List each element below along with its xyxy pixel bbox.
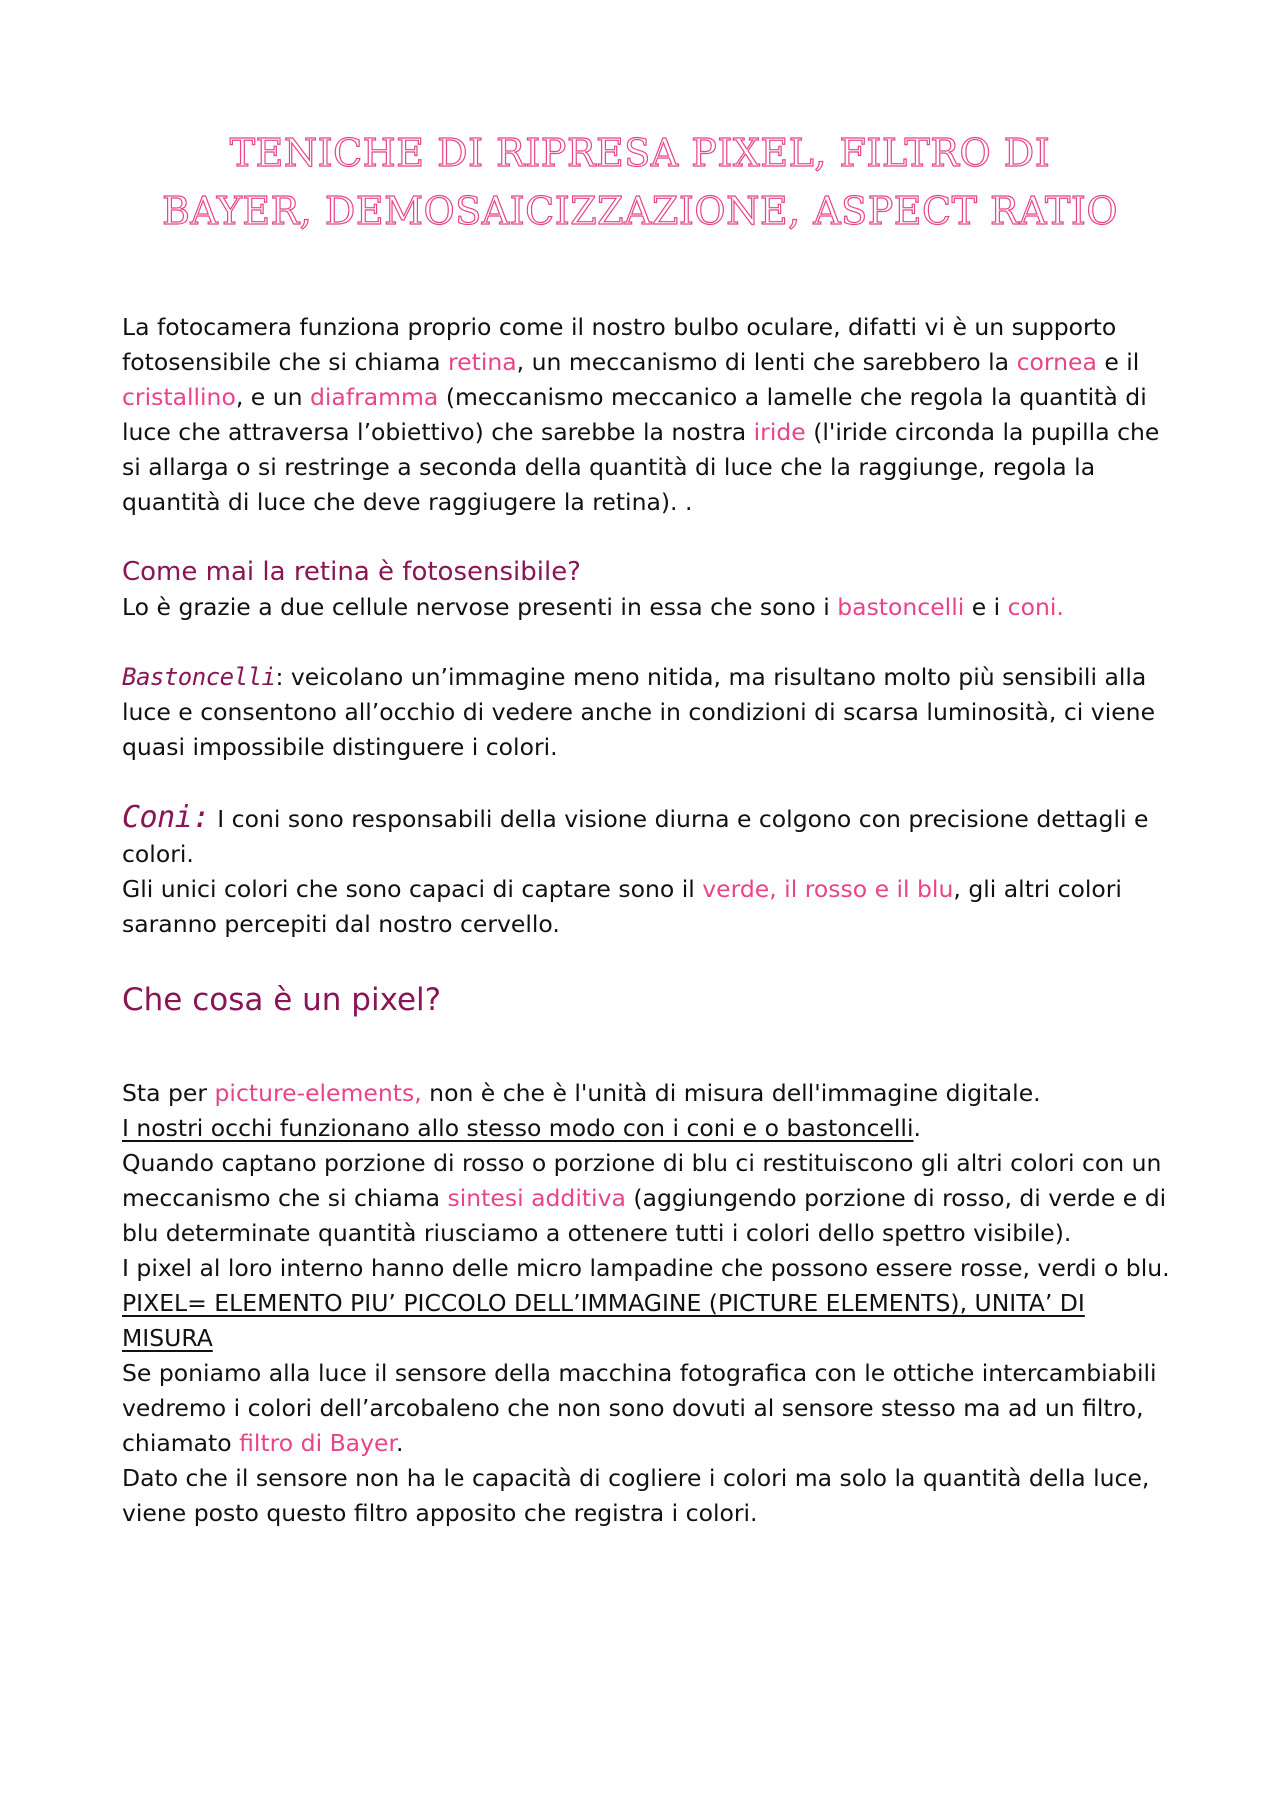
keyword-diaframma: diaframma xyxy=(309,383,439,411)
intro-text-1: La fotocamera funziona proprio come il nostro bulbo oculare, difatti vi è un supporto fotosensibile che si chiama xyxy=(122,313,1117,376)
intro-text-3: e il xyxy=(1096,348,1140,376)
pixel-paragraph-2 xyxy=(122,1111,1172,1146)
pixel-p2-end: . xyxy=(913,1114,921,1142)
pixel-paragraph-6 xyxy=(122,1356,1172,1461)
keyword-cornea: cornea xyxy=(1016,348,1097,376)
bastoncelli-text: : veicolano un’immagine meno nitida, ma risultano molto più sensibili alla luce e consentono all’occhio di vedere anche in condizioni di scarsa luminosità, ci viene quasi impossibile distinguere i colori. xyxy=(122,663,1156,761)
pixel-heading: Che cosa è un pixel? xyxy=(122,982,442,1018)
pixel-paragraph-3 xyxy=(122,1146,1172,1251)
pixel-p1-text-1: Sta per xyxy=(122,1079,215,1107)
coni-colors-text-1: Gli unici colori che sono capaci di captare sono il xyxy=(122,875,703,903)
pixel-p6-text-2: . xyxy=(395,1429,404,1457)
pixel-p3-text-1: Quando captano porzione di rosso o porzione di blu ci restituiscono gli altri colori con un meccanismo che si chiama xyxy=(122,1149,1162,1212)
keyword-sintesi-additiva: sintesi additiva xyxy=(447,1184,626,1212)
pixel-paragraph-1 xyxy=(122,1076,1172,1111)
retina-text-1: Lo è grazie a due cellule nervose presenti in essa che sono i xyxy=(122,593,838,621)
coni-label: Coni: xyxy=(122,800,210,835)
pixel-paragraph-4: I pixel al loro interno hanno delle micro lampadine che possono essere rosse, verdi o blu. xyxy=(122,1254,1170,1282)
intro-text-2: , un meccanismo di lenti che sarebbero la xyxy=(516,348,1017,376)
retina-paragraph xyxy=(122,590,1172,625)
title-line-2: BAYER, DEMOSAICIZZAZIONE, ASPECT RATIO xyxy=(162,189,1118,233)
intro-text-6: (l'iride circonda la pupilla che si allarga o si restringe a seconda della quantità di luce che la raggiunge, regola la quantità di luce che deve raggiugere la retina). . xyxy=(122,418,1160,516)
pixel-paragraph-5 xyxy=(122,1286,1172,1356)
pixel-p6-text-1: Se poniamo alla luce il sensore della macchina fotografica con le ottiche intercambiabili vedremo i colori dell’arcobaleno che non sono dovuti al sensore stesso ma ad un filtro, chiamato xyxy=(122,1359,1157,1457)
spacer xyxy=(122,765,1172,800)
keyword-coni: coni. xyxy=(1007,593,1064,621)
coni-paragraph xyxy=(122,800,1172,872)
title-line-1: TENICHE DI RIPRESA PIXEL, FILTRO DI xyxy=(229,131,1051,175)
document-title xyxy=(100,124,1180,240)
keyword-cristallino: cristallino xyxy=(122,383,236,411)
pixel-definition-underlined: PIXEL= ELEMENTO PIU’ PICCOLO DELL’IMMAGINE (PICTURE ELEMENTS), UNITA’ DI MISURA xyxy=(122,1289,1085,1352)
retina-text-2: e i xyxy=(964,593,1008,621)
pixel-p3-text-2: (aggiungendo porzione di rosso, di verde e di blu determinate quantità riusciamo a ottenere tutti i colori dello spettro visibile). xyxy=(122,1184,1167,1247)
coni-text: I coni sono responsabili della visione diurna e colgono con precisione dettagli e colori. xyxy=(122,805,1149,868)
retina-heading: Come mai la retina è fotosensibile? xyxy=(122,557,581,587)
pixel-p1-text-2: non è che è l'unità di misura dell'immagine digitale. xyxy=(421,1079,1041,1107)
intro-paragraph xyxy=(122,310,1172,520)
bastoncelli-paragraph xyxy=(122,660,1172,765)
spacer xyxy=(122,625,1172,660)
keyword-picture-elements: picture-elements, xyxy=(214,1079,422,1107)
keyword-bastoncelli: bastoncelli xyxy=(837,593,965,621)
keyword-filtro-di-bayer: filtro di Bayer xyxy=(239,1429,396,1457)
intro-text-5: (meccanismo meccanico a lamelle che regola la quantità di luce che attraversa l’obiettivo) che sarebbe la nostra xyxy=(122,383,1147,446)
pixel-paragraph-7: Dato che il sensore non ha le capacità di cogliere i colori ma solo la quantità della luce, viene posto questo filtro apposito che registra i colori. xyxy=(122,1464,1150,1527)
intro-text-4: , e un xyxy=(235,383,310,411)
spacer xyxy=(122,520,1172,555)
bastoncelli-label: Bastoncelli xyxy=(122,663,276,691)
coni-colors-text-2: , gli altri colori saranno percepiti dal nostro cervello. xyxy=(122,875,1122,938)
coni-colors-paragraph xyxy=(122,872,1172,942)
keyword-iride: iride xyxy=(753,418,806,446)
keyword-colors: verde, il rosso e il blu xyxy=(702,875,954,903)
pixel-p2-underlined: I nostri occhi funzionano allo stesso modo con i coni e o bastoncelli xyxy=(122,1114,914,1142)
document-body xyxy=(122,310,1172,1531)
keyword-retina: retina xyxy=(448,348,517,376)
